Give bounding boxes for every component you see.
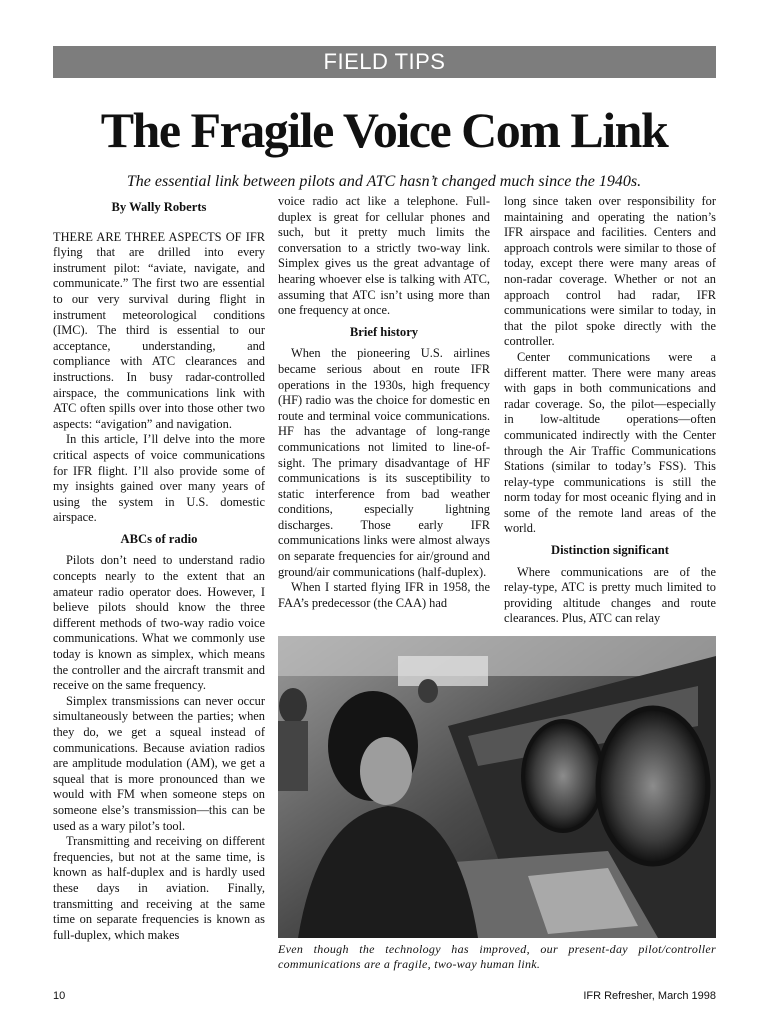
paragraph: long since taken over responsibility for maintaining and operating the nation’s IFR airspace and facilities. Centers and approach controls were similar to those of today, except there were many areas of non-radar coverage. Whether or not an approach control had radar, IFR communications were similar to today, in that the pilot spoke directly with the controller. bbox=[504, 194, 716, 349]
column-2 bbox=[278, 194, 490, 611]
paragraph: voice radio act like a telephone. Full-duplex is great for cellular phones and such, but it pretty much limits the conversation to a strictly two-way link. Simplex gives us the great advantage of hearing whoever else is talking with ATC, assuming that ATC isn’t using more than one frequency at once. bbox=[278, 194, 490, 318]
paragraph: In this article, I’ll delve into the more critical aspects of voice communications for IFR flight. I’ll also provide some of my insights gained over many years of using the system in U.S. domestic airspace. bbox=[53, 432, 265, 525]
paragraph: Where communications are of the relay-type, ATC is pretty much limited to providing altitude changes and route clearances. Plus, ATC can relay bbox=[504, 564, 716, 626]
paragraph: THERE ARE THREE ASPECTS OF IFR flying that are drilled into every instrument pilot: “aviate, navigate, and communicate.” The first two are essential to our very survival during flight in instrument meteorological conditions (IMC). The third is essential to our acceptance, understanding, and compliance with ATC clearances and instructions. In busy radar-controlled airspace, the communications link with ATC often spills over into those other two aspects: “avigation” and navigation. bbox=[53, 229, 265, 431]
photo-caption: Even though the technology has improved, our present-day pilot/controller communications are a fragile, two-way human link. bbox=[278, 942, 716, 971]
article-title: The Fragile Voice Com Link bbox=[100, 102, 668, 158]
page-number: 10 bbox=[53, 990, 66, 1002]
section-heading: Brief history bbox=[349, 324, 419, 339]
paragraph: When I started flying IFR in 1958, the FAA’s predecessor (the CAA) had bbox=[278, 580, 490, 610]
column-1 bbox=[53, 200, 265, 943]
column-3 bbox=[504, 194, 716, 627]
section-banner: FIELD TIPS bbox=[53, 46, 716, 78]
paragraph: Simplex transmissions can never occur simultaneously between the parties; when they do, we get a squeal instead of communications. Because aviation radios are amplitude modulation (AM), we get a squeal that is more pronounced than we would with FM when someone steps on someone else’s transmission—this can be used as a wary pilot’s tool. bbox=[53, 693, 265, 833]
paragraph: When the pioneering U.S. airlines became serious about en route IFR operations in the 1930s, high frequency (HF) radio was the choice for domestic en route and terminal voice communications. HF has the advantage of long-range communications not limited to line-of-sight. The primary disadvantage of HF communications is its susceptibility to static interference from bad weather conditions, especially lightning discharges. Those early IFR communications links were almost always on separate frequencies for air/ground and ground/air communications (half-duplex). bbox=[278, 346, 490, 579]
section-heading: ABCs of radio bbox=[120, 531, 198, 546]
publication-footer: IFR Refresher, March 1998 bbox=[583, 990, 716, 1002]
paragraph: Transmitting and receiving on different frequencies, but not at the same time, is known as half-duplex and is hardly used these days in aviation. Finally, transmitting and receiving at the same time on separate frequencies is known as full-duplex, which makes bbox=[53, 834, 265, 942]
article-subtitle: The essential link between pilots and ATC hasn’t changed much since the 1940s. bbox=[126, 173, 642, 190]
paragraph: Pilots don’t need to understand radio concepts nearly to the extent that an amateur radio operator does. However, I believe pilots should know the three different methods of two-way radio voice communications. What we commonly use today is known as simplex, which means the controller and the aircraft transmit and receive on the same frequency. bbox=[53, 553, 265, 693]
atc-control-room-photo bbox=[278, 636, 716, 938]
paragraph: Center communications were a different matter. There were many areas with gaps in both communications and radar coverage. So, the pilot—especially in low-altitude operations—often communicated indirectly with the Center through the Air Traffic Communications Stations (similar to today’s FSS). This relay-type communications is still the norm today for most oceanic flying and in some of the remote land areas of the world. bbox=[504, 349, 716, 536]
section-heading: Distinction significant bbox=[551, 543, 669, 558]
byline: By Wally Roberts bbox=[111, 200, 207, 214]
